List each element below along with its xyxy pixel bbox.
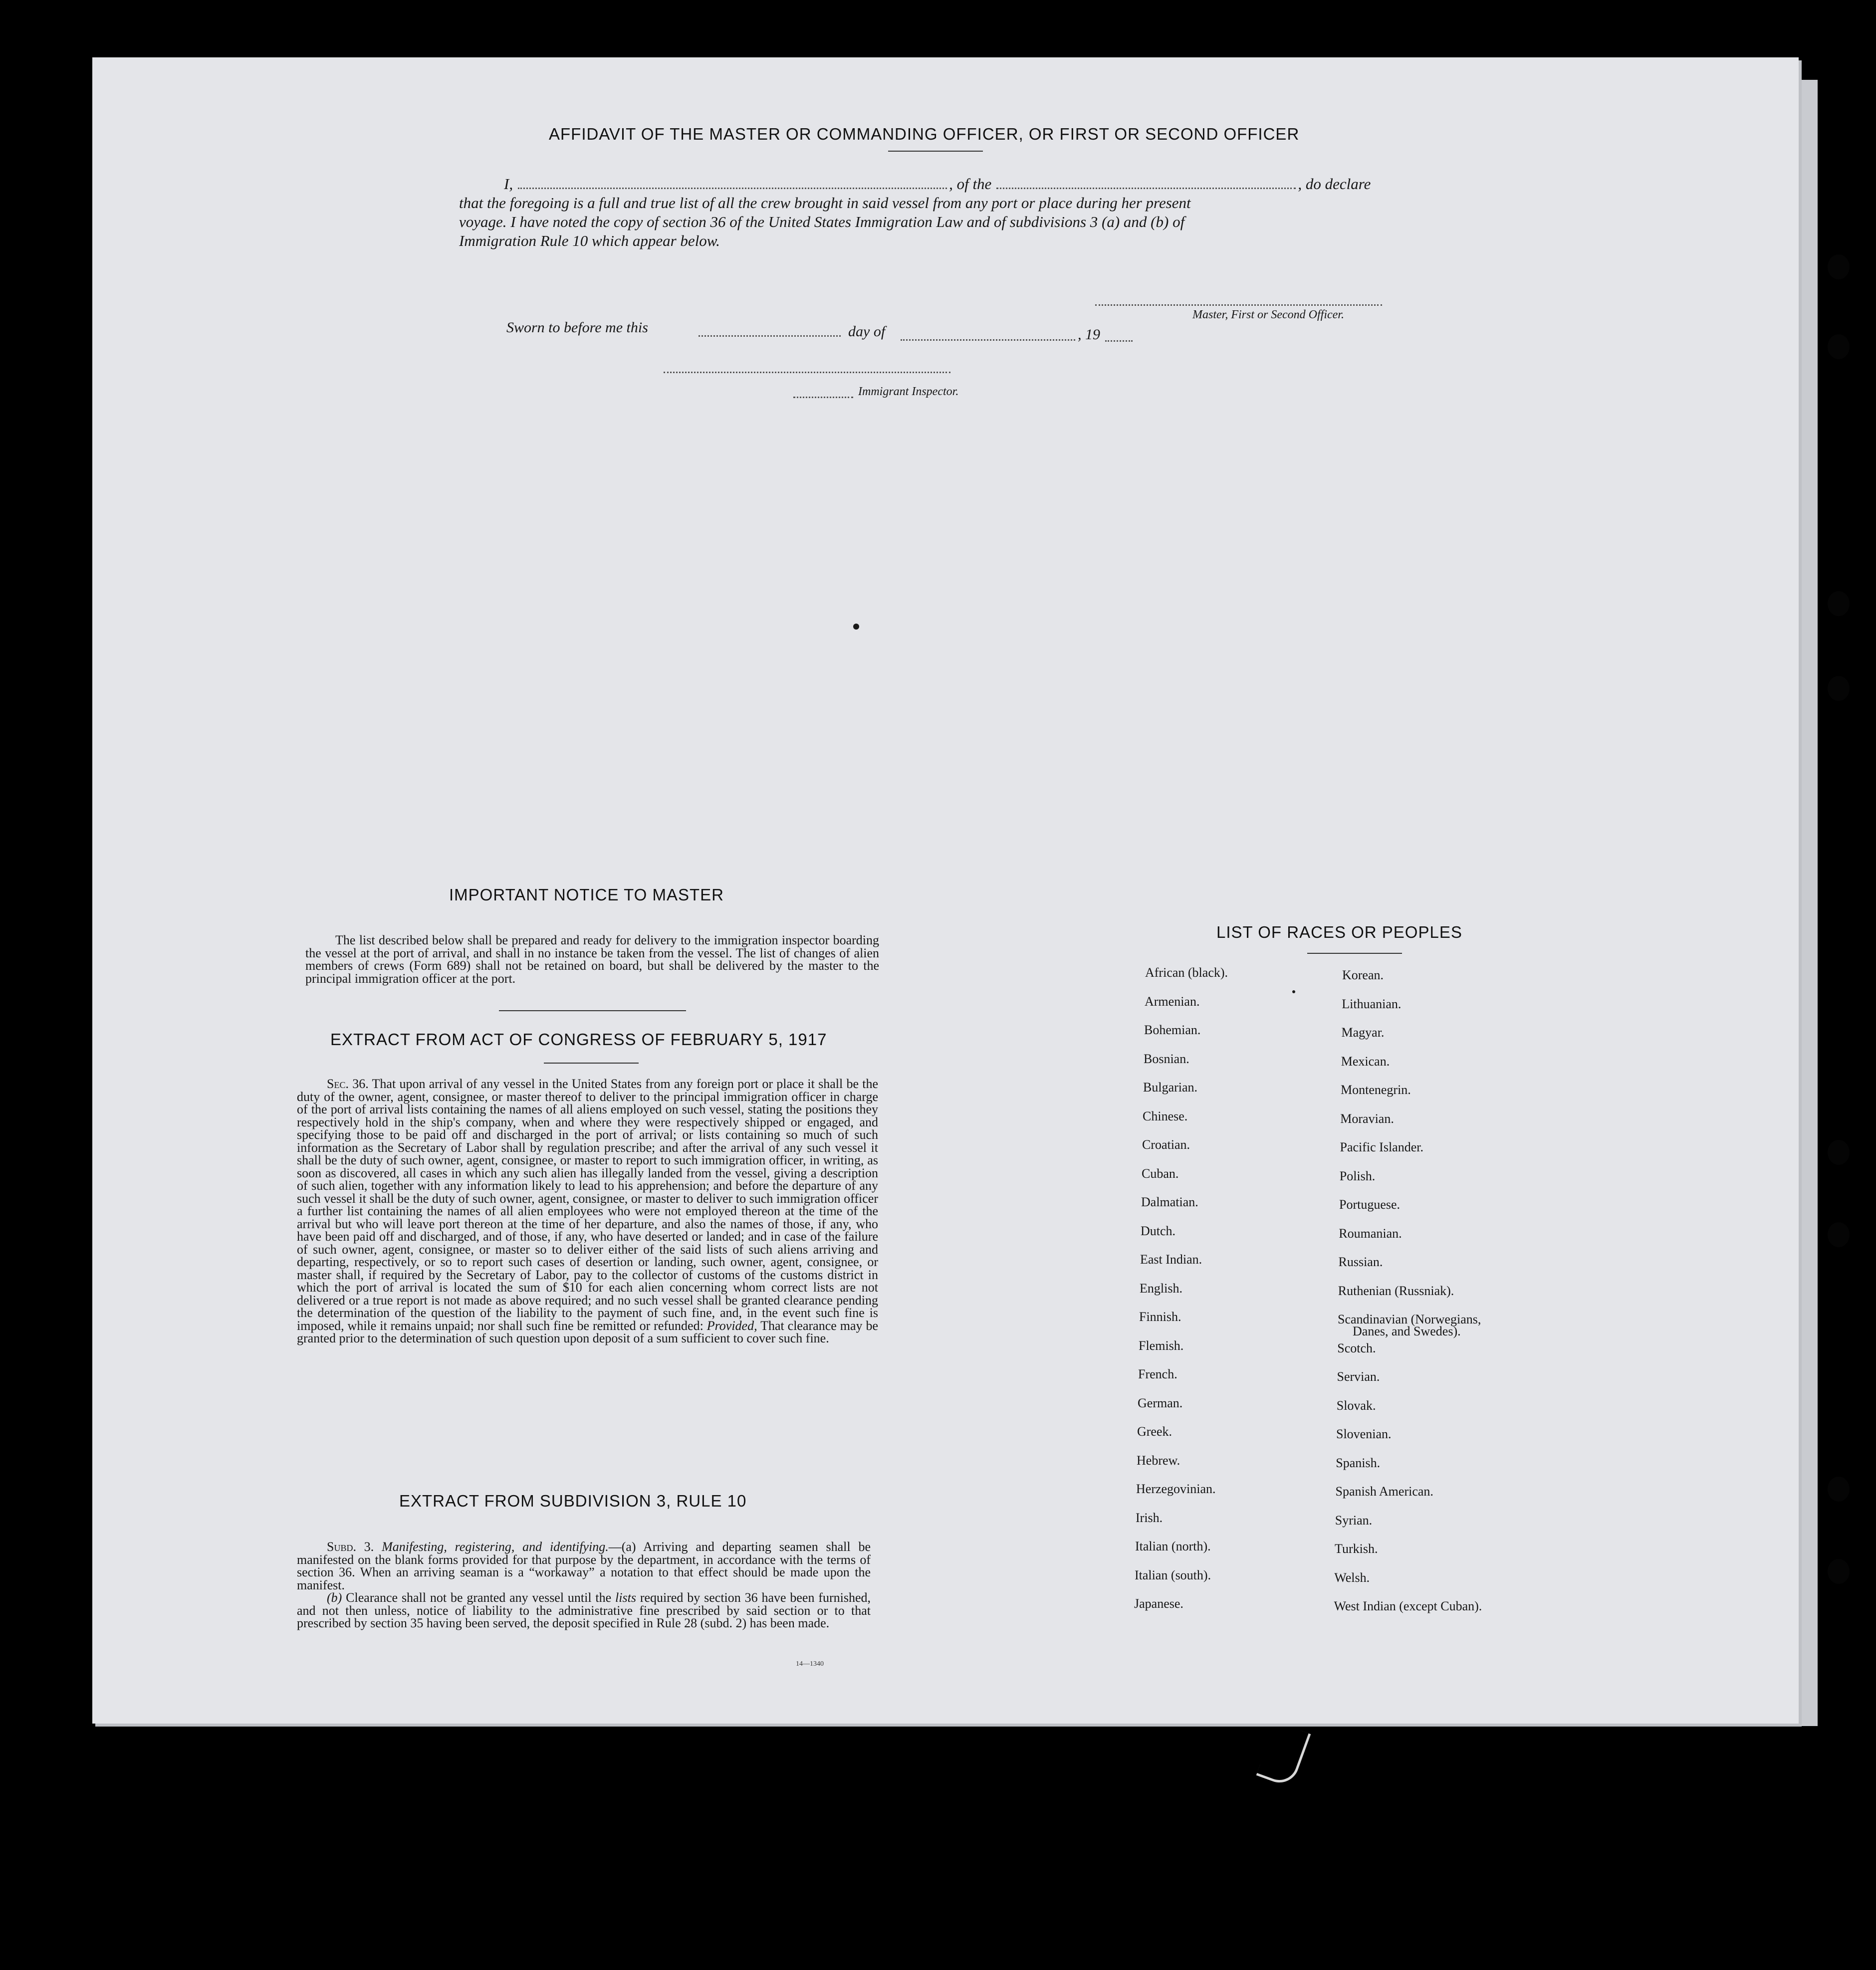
- act-body: That upon arrival of any vessel in the United States from any foreign port or place it shall be the duty of the owner, agent, consignee, or master thereof to deliver to the principal immigration officer in charge of the port of arrival lists containing the names of all aliens employed on such vessel, stating the positions they respectively hold in the ship's company, when and where they were respectively shipped or engaged, and specifying those to be paid off and discharged in the port of arrival; or lists containing so much of such information as the Secretary of Labor shall by regulation prescribe; and after the arrival of any such vessel it shall be the duty of such owner, agent, consignee, or master to report to such immigration officer, in writing, as soon as discovered, all cases in which any such alien has illegally landed from the vessel, giving a description of such alien, together with any information likely to lead to his apprehension; and before the departure of any such vessel it shall be the duty of such owner, agent, consignee, or master to deliver to such immigration officer a further list containing the names of all alien employees who were not employed thereon at the time of the arrival but who will leave port thereon at the time of her departure, and also the names of those, if any, who have been paid off and discharged, and of those, if any, who have deserted or landed; and in case of the failure of such owner, agent, consignee, or master so to deliver either of the said lists of such aliens arriving and departing, respectively, or so to report such cases of desertion or landing, such owner, agent, consignee, or master shall, if required by the Secretary of Labor, pay to the collector of customs of the customs district in which the port of arrival is located the sum of $10 for each alien concerning whom correct lists are not delivered or a true report is not made as above required; and no such vessel shall be granted clearance pending the determination of the question of the liability to the payment of such fine, and, in the event such fine is imposed, while it remains unpaid; nor shall such fine be remitted or refunded:: [297, 1077, 879, 1333]
- subd-heading: Manifesting, registering, and identifying.: [382, 1539, 609, 1554]
- master-signature-line: [1095, 304, 1382, 306]
- race-item: Dalmatian.: [1141, 1195, 1198, 1209]
- race-item: Lithuanian.: [1342, 996, 1402, 1011]
- inspector-signature-line: [664, 372, 950, 373]
- race-item: Mexican.: [1341, 1054, 1390, 1069]
- race-item: African (black).: [1145, 965, 1228, 980]
- race-item-continuation: Danes, and Swedes).: [1353, 1324, 1461, 1338]
- document-page: [92, 57, 1799, 1724]
- notice-text: [305, 934, 879, 985]
- race-item: Korean.: [1342, 968, 1384, 982]
- sworn-year-blank: [1105, 340, 1133, 342]
- rule-extract-text: [297, 1540, 871, 1630]
- rule-extract-title: EXTRACT FROM SUBDIVISION 3, RULE 10: [399, 1492, 747, 1510]
- notice-title: IMPORTANT NOTICE TO MASTER: [449, 885, 724, 904]
- binder-hole: [1828, 1477, 1850, 1502]
- race-item: Montenegrin.: [1341, 1083, 1411, 1097]
- race-item: Bohemian.: [1144, 1023, 1201, 1037]
- ink-speck: [1292, 990, 1295, 993]
- affidavit-title: AFFIDAVIT OF THE MASTER OR COMMANDING OFFICER, OR FIRST OR SECOND OFFICER: [549, 125, 1300, 143]
- race-item: Ruthenian (Russniak).: [1338, 1283, 1454, 1298]
- race-item: Italian (north).: [1135, 1539, 1211, 1553]
- act-extract-text: [297, 1078, 878, 1345]
- affidavit-text: [459, 175, 1417, 250]
- race-item: Scandinavian (Norwegians,: [1338, 1312, 1481, 1326]
- binder-hole: [1828, 254, 1850, 279]
- race-item: French.: [1138, 1367, 1177, 1381]
- sworn-day-blank: [699, 335, 841, 337]
- race-item: Spanish.: [1336, 1455, 1381, 1470]
- race-item: Slovenian.: [1336, 1427, 1392, 1441]
- para-b-text-2: required by section 36 have been furnished, and not then unless, notice of liability to the administrative fine prescribed by said section or to that prescribed by section 35 having been served, the deposit specified in Rule 28 (subd. 2) has been made.: [297, 1590, 871, 1630]
- race-item: Magyar.: [1341, 1025, 1385, 1040]
- act-extract-title: EXTRACT FROM ACT OF CONGRESS OF FEBRUARY 5, 1917: [330, 1030, 827, 1049]
- affidavit-i: I,: [504, 175, 513, 193]
- race-item: Greek.: [1137, 1424, 1172, 1439]
- affidavit-line-4: Immigration Rule 10 which appear below.: [459, 232, 720, 249]
- rule-paragraph-a: [297, 1540, 871, 1591]
- race-item: Bulgarian.: [1143, 1080, 1198, 1094]
- inspector-signature-prefix: [793, 397, 853, 398]
- races-divider: [1307, 953, 1402, 954]
- race-item: Polish.: [1339, 1168, 1376, 1183]
- race-item: Finnish.: [1139, 1310, 1181, 1324]
- race-item: Roumanian.: [1339, 1226, 1402, 1241]
- race-item: Croatian.: [1142, 1137, 1190, 1152]
- affidavit-do-declare: , do declare: [1298, 175, 1371, 193]
- race-item: Dutch.: [1141, 1223, 1176, 1238]
- title-divider: [888, 151, 983, 152]
- para-a-text: Arriving and departing seamen shall be manifested on the blank forms provided for that purpose by the department, in accordance with the terms of section 36. When an arriving seaman is a “workaway” a notation to that effect should be made upon the manifest.: [297, 1539, 871, 1592]
- race-item: Herzegovinian.: [1136, 1482, 1216, 1496]
- binder-hole: [1828, 1222, 1850, 1247]
- form-number: 14—1340: [796, 1660, 824, 1668]
- act-body-end: That clearance may be granted prior to the determination of such question upon deposit of a sum sufficient to cover such fine.: [297, 1318, 878, 1345]
- race-item: Spanish American.: [1335, 1484, 1433, 1499]
- binder-hole: [1828, 591, 1850, 616]
- sworn-month-blank: [901, 339, 1075, 341]
- affidavit-line-1: [459, 175, 1417, 194]
- race-item: Servian.: [1337, 1369, 1380, 1384]
- race-item: Cuban.: [1142, 1166, 1179, 1181]
- race-item: Chinese.: [1143, 1108, 1188, 1123]
- ink-speck: [853, 624, 859, 630]
- year-text: , 19: [1078, 326, 1100, 343]
- provided-label: Provided,: [706, 1318, 757, 1333]
- sworn-text: Sworn to before me this: [506, 319, 648, 336]
- race-item: Bosnian.: [1144, 1051, 1189, 1066]
- master-signature-label: Master, First or Second Officer.: [1192, 308, 1344, 321]
- para-b-text-1: Clearance shall not be granted any vessel until the: [346, 1590, 612, 1605]
- act-paragraph: [297, 1078, 878, 1345]
- notice-divider: [499, 1010, 686, 1011]
- para-b-lists: lists: [615, 1590, 636, 1605]
- race-item: East Indian.: [1140, 1252, 1202, 1267]
- vessel-blank: [996, 178, 1296, 189]
- race-item: Hebrew.: [1137, 1453, 1180, 1468]
- races-title: LIST OF RACES OR PEOPLES: [1216, 923, 1462, 941]
- affidavit-of-the: , of the: [949, 175, 992, 193]
- sec-label: Sec. 36.: [327, 1077, 369, 1091]
- race-item: Russian.: [1338, 1255, 1383, 1269]
- race-item: Scotch.: [1337, 1340, 1376, 1355]
- race-item: Portuguese.: [1339, 1197, 1401, 1212]
- para-b-lead: (b): [327, 1590, 342, 1605]
- rule-paragraph-b: [297, 1591, 871, 1630]
- subd-label: Subd. 3.: [327, 1539, 374, 1554]
- name-blank: [518, 178, 947, 189]
- binder-hole: [1828, 1140, 1850, 1165]
- race-item: Moravian.: [1340, 1111, 1394, 1126]
- day-of-text: day of: [848, 323, 886, 340]
- race-item: Japanese.: [1134, 1596, 1183, 1611]
- race-item: Pacific Islander.: [1340, 1140, 1423, 1154]
- race-item: Armenian.: [1145, 994, 1200, 1009]
- binder-hole: [1828, 1559, 1850, 1584]
- act-divider: [544, 1063, 639, 1064]
- notice-paragraph: The list described below shall be prepared and ready for delivery to the immigration inspector boarding the vessel at the port of arrival, and shall in no instance be taken from the vessel. The list of changes of alien members of crews (Form 689) shall not be retained on board, but shall be delivered by the master to the principal immigration officer at the port.: [305, 933, 879, 986]
- race-item: English.: [1140, 1281, 1182, 1296]
- race-item: Turkish.: [1335, 1541, 1378, 1556]
- race-item: Slovak.: [1336, 1398, 1376, 1413]
- race-item: Syrian.: [1335, 1513, 1373, 1528]
- race-item: Italian (south).: [1135, 1567, 1211, 1582]
- binder-hole: [1828, 334, 1850, 359]
- race-item: Welsh.: [1334, 1570, 1370, 1585]
- race-item: Irish.: [1136, 1510, 1163, 1525]
- race-item: German.: [1138, 1395, 1183, 1410]
- binder-hole: [1828, 676, 1850, 701]
- para-a-lead: —(a): [608, 1539, 636, 1554]
- affidavit-line-3: voyage. I have noted the copy of section 36 of the United States Immigration Law and of subdivisions 3 (a) and (b) of: [459, 213, 1185, 230]
- race-item: West Indian (except Cuban).: [1334, 1599, 1482, 1613]
- inspector-signature-label: Immigrant Inspector.: [858, 385, 959, 398]
- race-item: Flemish.: [1139, 1338, 1184, 1353]
- paper-clip: [1256, 1722, 1311, 1788]
- affidavit-line-2: that the foregoing is a full and true list of all the crew brought in said vessel from any port or place during her present: [459, 194, 1191, 212]
